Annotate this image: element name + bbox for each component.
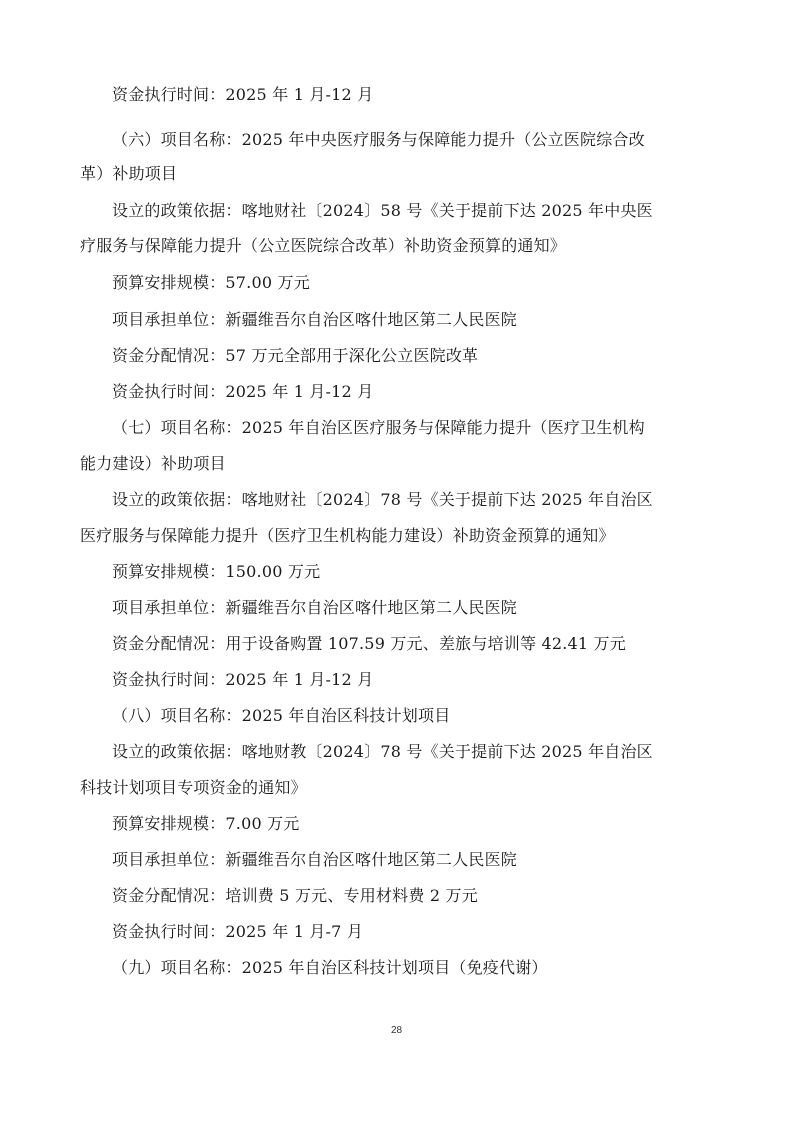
- text-line-continued: 能力建设）补助项目: [80, 454, 226, 473]
- text-line: 设立的政策依据：喀地财社〔2024〕78 号《关于提前下达 2025 年自治区: [112, 490, 653, 509]
- text-line: 项目承担单位：新疆维吾尔自治区喀什地区第二人民医院: [112, 310, 518, 329]
- text-line: 预算安排规模：57.00 万元: [112, 273, 310, 292]
- text-line: 预算安排规模：7.00 万元: [112, 814, 300, 833]
- text-line: 资金执行时间：2025 年 1 月-12 月: [112, 382, 374, 401]
- text-line-continued: 医疗服务与保障能力提升（医疗卫生机构能力建设）补助资金预算的通知》: [80, 526, 615, 545]
- text-line: 设立的政策依据：喀地财教〔2024〕78 号《关于提前下达 2025 年自治区: [112, 742, 653, 761]
- text-line: 资金执行时间：2025 年 1 月-12 月: [112, 85, 374, 104]
- text-line: 项目承担单位：新疆维吾尔自治区喀什地区第二人民医院: [112, 598, 518, 617]
- text-line: 资金分配情况：培训费 5 万元、专用材料费 2 万元: [112, 886, 478, 905]
- page-number: 28: [390, 1025, 403, 1036]
- text-line: 资金分配情况：用于设备购置 107.59 万元、差旅与培训等 42.41 万元: [112, 634, 626, 653]
- text-line-continued: 科技计划项目专项资金的通知》: [80, 778, 307, 797]
- section-heading: （八）项目名称：2025 年自治区科技计划项目: [112, 706, 451, 725]
- section-heading: （七）项目名称：2025 年自治区医疗服务与保障能力提升（医疗卫生机构: [112, 418, 645, 437]
- text-line: 设立的政策依据：喀地财社〔2024〕58 号《关于提前下达 2025 年中央医: [112, 201, 653, 220]
- text-line: 资金执行时间：2025 年 1 月-7 月: [112, 922, 364, 941]
- text-line-continued: 疗服务与保障能力提升（公立医院综合改革）补助资金预算的通知》: [80, 236, 567, 255]
- section-heading: （九）项目名称：2025 年自治区科技计划项目（免疫代谢）: [112, 958, 548, 977]
- text-line-continued: 革）补助项目: [80, 164, 178, 183]
- section-heading: （六）项目名称：2025 年中央医疗服务与保障能力提升（公立医院综合改: [112, 130, 645, 149]
- text-line: 预算安排规模：150.00 万元: [112, 562, 321, 581]
- text-line: 资金执行时间：2025 年 1 月-12 月: [112, 670, 374, 689]
- text-line: 资金分配情况：57 万元全部用于深化公立医院改革: [112, 346, 479, 365]
- text-line: 项目承担单位：新疆维吾尔自治区喀什地区第二人民医院: [112, 850, 518, 869]
